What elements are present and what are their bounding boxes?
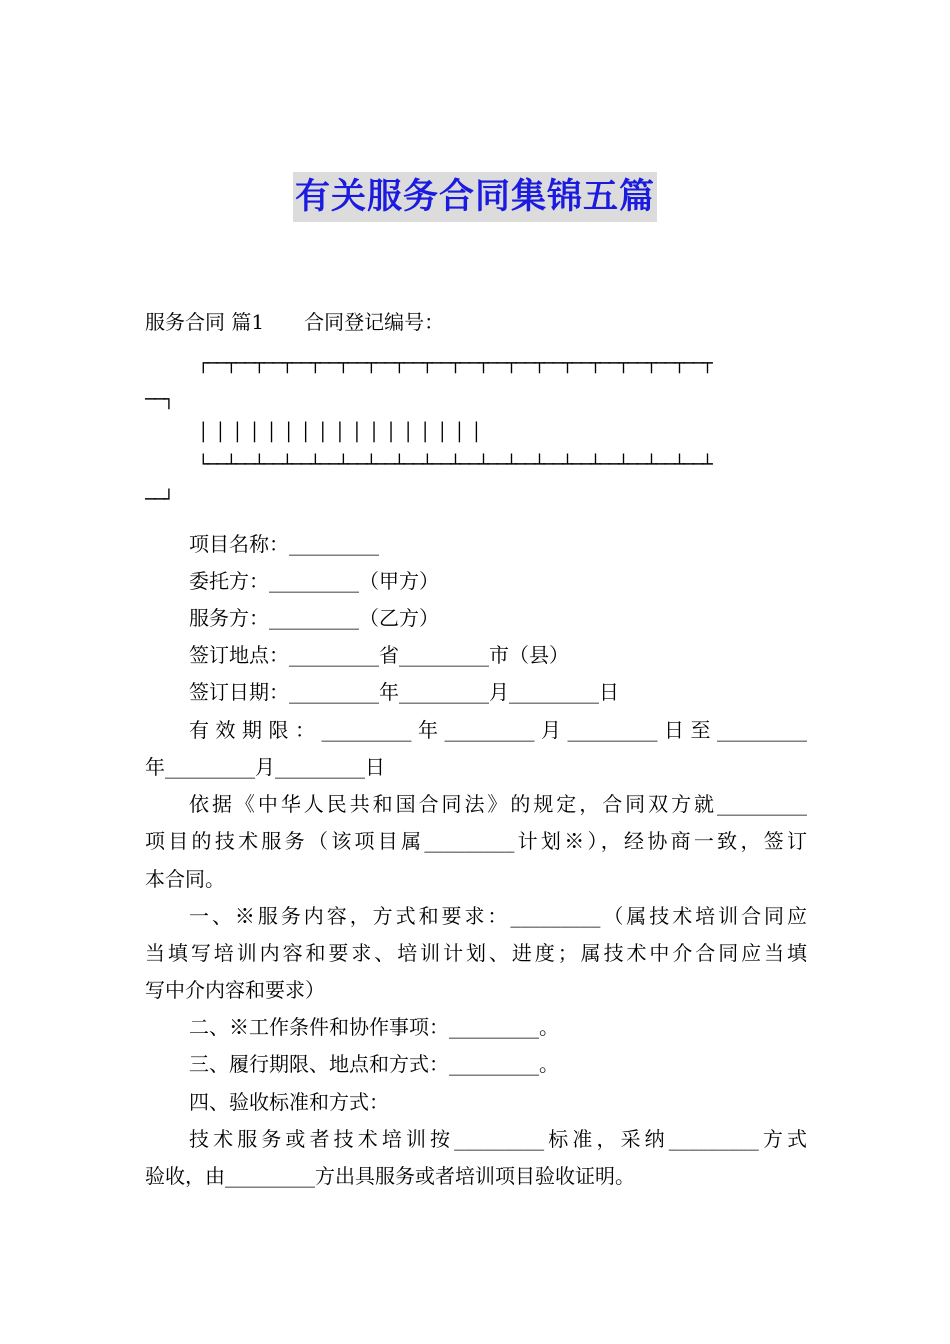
acceptance-line2: 验收，由_________方出具服务或者培训项目验收证明。 [145,1164,635,1188]
registration-box-top: ┌──┬──┬──┬──┬──┬──┬──┬──┬──┬──┬──┬──┬──┬──┬──┬──┬──┬──┬ [198,354,712,374]
project-name-field: 项目名称：_________ [189,532,379,556]
registration-box-bottom: └──┴──┴──┴──┴──┴──┴──┴──┴──┴──┴──┴──┴──┴──┴──┴──┴──┴──┴ [198,455,712,475]
clause-3: 三、履行期限、地点和方式：_________。 [189,1052,559,1076]
document-title: 有关服务合同集锦五篇 [293,172,657,222]
registration-box-middle: │ │ │ │ │ │ │ │ │ │ │ │ │ │ │ │ │ [198,423,481,443]
provider-field: 服务方：_________（乙方） [189,606,439,630]
section-header-line [145,308,444,336]
section-label: 服务合同 篇1 [145,310,265,334]
clause-1-line1: 一、※服务内容，方式和要求：_________（属技术培训合同应 [189,904,807,928]
valid-period-field-line2: 年_________月_________日 [145,755,385,779]
client-field: 委托方：_________（甲方） [189,569,439,593]
intro-paragraph-line1: 依据《中华人民共和国合同法》的规定，合同双方就_________ [189,792,807,816]
sign-place-field: 签订地点：_________省_________市（县） [189,643,569,667]
valid-period-field-line1: 有效期限：_________年_________月_________日至_________ [189,718,807,742]
intro-paragraph-line3: 本合同。 [145,867,225,891]
registration-box-top-tail: ──┐ [145,390,174,410]
title-container [0,172,950,222]
registration-number-label: 合同登记编号： [304,310,445,334]
sign-date-field: 签订日期：_________年_________月_________日 [189,680,619,704]
registration-box-bottom-tail: ──┘ [145,490,174,510]
intro-paragraph-line2: 项目的技术服务（该项目属_________计划※），经协商一致，签订 [145,829,807,853]
clause-2: 二、※工作条件和协作事项：_________。 [189,1015,559,1039]
clause-1-line2: 当填写培训内容和要求、培训计划、进度；属技术中介合同应当填 [145,941,807,965]
clause-4: 四、验收标准和方式： [189,1090,389,1114]
clause-1-line3: 写中介内容和要求） [145,978,325,1002]
acceptance-line1: 技术服务或者技术培训按_________标准，采纳_________方式 [189,1127,807,1151]
